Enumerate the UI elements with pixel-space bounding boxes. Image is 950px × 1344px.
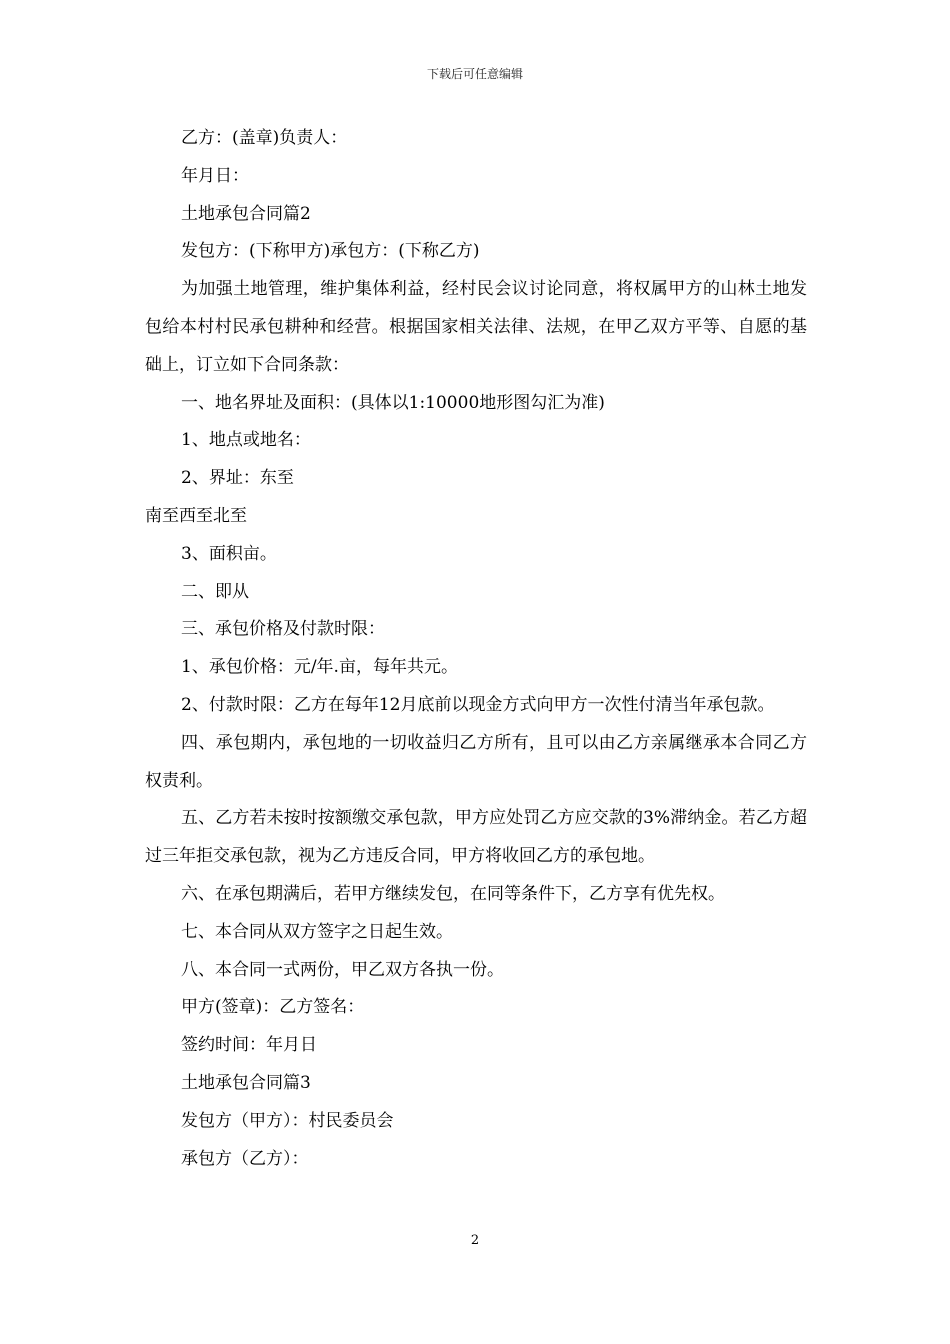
document-body (145, 120, 807, 1178)
paragraph: 四、承包期内，承包地的一切收益归乙方所有，且可以由乙方亲属继承本合同乙方权责利。 (145, 732, 807, 791)
paragraph: 六、在承包期满后，若甲方继续发包，在同等条件下，乙方享有优先权。 (181, 883, 725, 904)
paragraph: 3、面积亩。 (181, 543, 277, 564)
paragraph: 2、界址：东至 (181, 468, 294, 489)
paragraph: 承包方（乙方）： (181, 1148, 309, 1169)
paragraph: 一、地名界址及面积：(具体以1:10000地形图勾汇为准) (181, 392, 605, 413)
paragraph: 为加强土地管理，维护集体利益，经村民会议讨论同意，将权属甲方的山林土地发包给本村村民承包耕种和经营。根据国家相关法律、法规，在甲乙双方平等、自愿的基础上，订立如下合同条款： (145, 279, 807, 375)
paragraph: 年月日： (181, 165, 249, 186)
paragraph: 1、地点或地名： (181, 430, 311, 451)
paragraph: 发包方（甲方）：村民委员会 (181, 1110, 394, 1131)
paragraph: 二、即从 (181, 581, 249, 602)
paragraph: 1、承包价格：元/年.亩，每年共元。 (181, 657, 458, 678)
page-number: 2 (470, 1233, 480, 1248)
paragraph: 南至西至北至 (145, 505, 247, 526)
paragraph: 甲方(签章)：乙方签名： (181, 997, 365, 1018)
page-header: 下载后可任意编辑 (426, 67, 523, 81)
paragraph: 2、付款时限：乙方在每年12月底前以现金方式向甲方一次性付清当年承包款。 (181, 694, 775, 715)
paragraph: 土地承包合同篇3 (181, 1072, 311, 1093)
paragraph: 八、本合同一式两份，甲乙双方各执一份。 (181, 959, 504, 980)
paragraph: 七、本合同从双方签字之日起生效。 (181, 921, 453, 942)
paragraph: 签约时间：年月日 (181, 1035, 317, 1056)
paragraph: 乙方：(盖章)负责人： (181, 128, 348, 148)
paragraph: 土地承包合同篇2 (181, 203, 311, 224)
paragraph: 五、乙方若未按时按额缴交承包款，甲方应处罚乙方应交款的3%滞纳金。若乙方超过三年拒交承包款，视为乙方违反合同，甲方将收回乙方的承包地。 (145, 808, 807, 867)
paragraph: 发包方：(下称甲方)承包方：(下称乙方) (181, 241, 480, 262)
paragraph: 三、承包价格及付款时限： (181, 619, 385, 640)
